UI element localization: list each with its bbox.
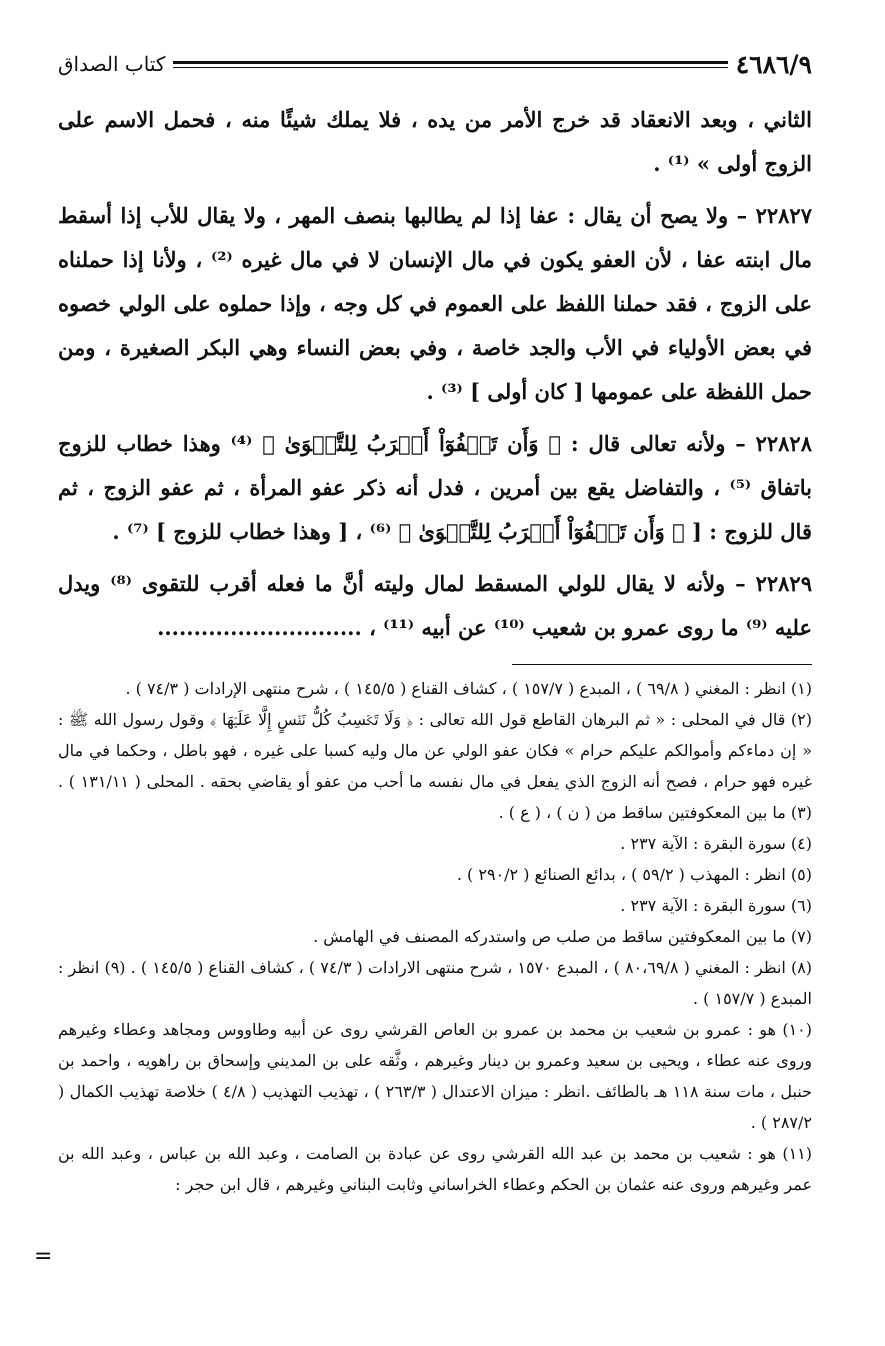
footnote: (٦) سورة البقرة : الآية ٢٣٧ . <box>620 896 812 915</box>
page-number: ٤٦٨٦/٩ <box>735 49 812 79</box>
footnote: (٥) انظر : المهذب ( ٥٩/٢ ) ، بدائع الصنائع ( ٢٩٠/٢ ) . <box>456 865 812 884</box>
header-rule <box>173 61 727 68</box>
paragraph-text: – ولأنه لا يقال للولي المسقط لمال وليته أنَّ ما فعله أقرب للتقوى ⁽⁸⁾ ويدل عليه ⁽⁹⁾ ما روى عمرو بن شعيب ⁽¹⁰⁾ عن أبيه ⁽¹¹⁾ ، <box>58 571 812 640</box>
paragraph <box>58 194 812 414</box>
footnote: (٧) ما بين المعكوفتين ساقط من صلب ص واستدركه المصنف في الهامش . <box>313 927 812 946</box>
continuation-dots: ............................ <box>157 615 362 640</box>
footnotes <box>58 673 812 1200</box>
footnote: (١) انظر : المغني ( ٦٩/٨ ) ، المبدع ( ١٥٧/٧ ) ، كشاف القناع ( ١٤٥/٥ ) ، شرح منتهى الإرادات ( ٧٤/٣ ) . <box>125 679 812 698</box>
paragraph-text: – ولأنه تعالى قال : ﴿ وَأَن تَعۡفُوٓاْ أَقۡرَبُ لِلتَّقۡوَىٰ ﴾ ⁽⁴⁾ وهذا خطاب للزوج باتفاق ⁽⁵⁾ ، والتفاضل يقع بين أمرين ، فدل أنه ذكر عفو المرأة ، ثم عفو الزوج ، ثم قال للزوج : [ ﴿ وَأَن تَعۡفُوٓاْ أَقۡرَبُ لِلتَّقۡوَىٰ ﴾ ⁽⁶⁾ ، [ وهذا خطاب للزوج ] ⁽⁷⁾ . <box>58 431 812 544</box>
paragraph-number: ٢٢٨٢٩ <box>755 571 812 596</box>
page <box>58 42 812 1200</box>
continuation-mark: = <box>34 1244 53 1269</box>
paragraph <box>58 422 812 554</box>
paragraph-number: ٢٢٨٢٨ <box>755 431 812 456</box>
main-text <box>58 98 812 650</box>
footnote-divider <box>512 664 812 665</box>
book-title: كتاب الصداق <box>58 52 166 76</box>
paragraph-text: – ولا يصح أن يقال : عفا إذا لم يطالبها بنصف المهر ، ولا يقال للأب إذا أسقط مال ابنته عفا ، لأن العفو يكون في مال الإنسان لا في مال غيره ⁽²⁾ ، ولأنا إذا حملناه على الزوج ، فقد حملنا اللفظ على العموم في كل وجه ، وإذا حملوه على الولي خصوه في بعض الأولياء في الأب والجد خاصة ، وفي بعض النساء وهي البكر الصغيرة ، ومن حمل اللفظة على عمومها [ كان أولى ] ⁽³⁾ . <box>58 203 812 404</box>
running-header <box>58 42 812 86</box>
footnote: (٨) انظر : المغني ( ٨٠،٦٩/٨ ) ، المبدع ١٥٧٠ ، شرح منتهى الارادات ( ٧٤/٣ ) ، كشاف القناع ( ١٤٥/٥ ) . (٩) انظر : المبدع ( ١٥٧/٧ ) . <box>58 958 813 1008</box>
paragraph: الثاني ، وبعد الانعقاد قد خرج الأمر من يده ، فلا يملك شيئًا منه ، فحمل الاسم على الزوج أولى » ⁽¹⁾ . <box>58 107 812 176</box>
footnote: (١٠) هو : عمرو بن شعيب بن محمد بن عمرو بن العاص القرشي روى عن أبيه وطاووس ومجاهد وعطاء وغيرهم وروى عنه عطاء ، ويحيى بن سعيد وعمرو بن دينار وغيرهم ، وثَّقه على بن المديني وإسحاق بن راهويه ، واحمد بن حنبل ، مات سنة ١١٨ هـ بالطائف .انظر : ميزان الاعتدال ( ٢٦٣/٣ ) ، تهذيب التهذيب ( ٤/٨ ) خلاصة تهذيب الكمال ( ٢٨٧/٢ ) . <box>58 1020 813 1132</box>
footnote: (٤) سورة البقرة : الآية ٢٣٧ . <box>620 834 812 853</box>
paragraph-number: ٢٢٨٢٧ <box>755 203 812 228</box>
footnote: (٢) قال في المحلى : « ثم البرهان القاطع قول الله تعالى : ﴿ وَلَا تَكۡسِبُ كُلُّ نَفۡسٍ إِلَّا عَلَيۡهَا ﴾ وقول رسول الله ﷺ : « إن دماءكم وأموالكم عليكم حرام » فكان عفو الولي عن مال وليه كسبا على غيره ، فهو باطل ، وحكما في مال غيره فهو حرام ، فصح أنه الزوج الذي يفعل في مال نفسه ما أحب من عفو أو يقاضي بحقه . المحلى ( ١٣١/١١ ) . (٣) ما بين المعكوفتين ساقط من ( ن ) ، ( ع ) . <box>58 710 813 822</box>
footnote: (١١) هو : شعيب بن محمد بن عبد الله القرشي روى عن عبادة بن الصامت ، وعبد الله بن عباس ، وعبد الله بن عمر وغيرهم وروى عنه عثمان بن الحكم وعطاء الخراساني وثابت البناني وغيرهم ، قال ابن حجر : <box>58 1144 813 1194</box>
paragraph <box>58 562 812 650</box>
